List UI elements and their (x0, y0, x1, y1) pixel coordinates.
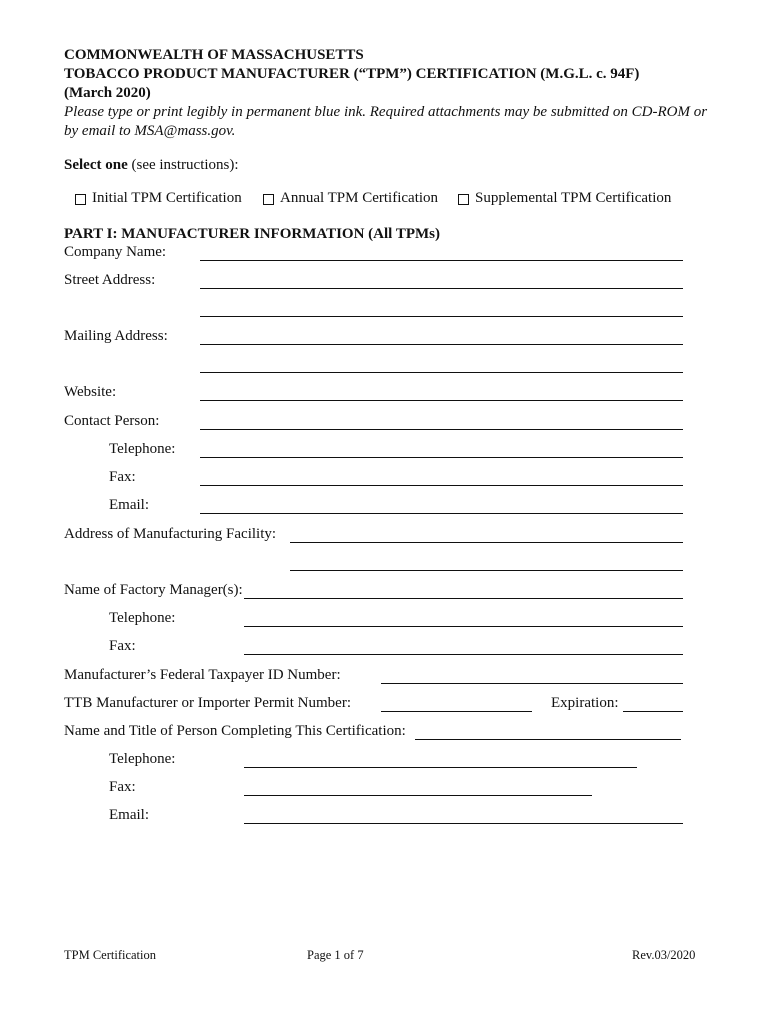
supplemental-certification-label: Supplemental TPM Certification (475, 190, 672, 206)
contact-telephone-field[interactable] (200, 457, 683, 458)
ttb-permit-label: TTB Manufacturer or Importer Permit Number: (64, 695, 351, 711)
expiration-label: Expiration: (551, 695, 619, 711)
completer-email-label: Email: (109, 807, 149, 823)
completer-fax-field[interactable] (244, 795, 592, 796)
website-label: Website: (64, 384, 117, 400)
street-address-label: Street Address: (64, 272, 156, 288)
ttb-permit-field[interactable] (381, 711, 532, 712)
company-name-label: Company Name: (64, 244, 167, 260)
completer-fax-label: Fax: (109, 779, 136, 795)
header-state: COMMONWEALTH OF MASSACHUSETTS (64, 47, 364, 63)
contact-email-label: Email: (109, 497, 149, 513)
contact-telephone-label: Telephone: (109, 441, 176, 457)
contact-fax-field[interactable] (200, 485, 683, 486)
supplemental-certification-checkbox[interactable] (458, 194, 469, 205)
manager-telephone-label: Telephone: (109, 610, 176, 626)
expiration-field[interactable] (623, 711, 683, 712)
completer-telephone-label: Telephone: (109, 751, 176, 767)
select-one-label (64, 157, 239, 174)
contact-person-field[interactable] (200, 429, 683, 430)
person-completing-field[interactable] (415, 739, 681, 740)
factory-manager-label: Name of Factory Manager(s): (64, 582, 243, 598)
select-one-rest: (see instructions): (127, 157, 239, 173)
street-address-field-2[interactable] (200, 316, 683, 317)
mailing-address-label: Mailing Address: (64, 328, 168, 344)
facility-address-field[interactable] (290, 542, 683, 543)
contact-fax-label: Fax: (109, 469, 136, 485)
taxpayer-id-field[interactable] (381, 683, 683, 684)
annual-certification-label: Annual TPM Certification (280, 190, 439, 206)
instructions-line-2: by email to MSA@mass.gov. (64, 123, 236, 139)
mailing-address-field-2[interactable] (200, 372, 683, 373)
manager-telephone-field[interactable] (244, 626, 683, 627)
initial-certification-checkbox[interactable] (75, 194, 86, 205)
manager-fax-field[interactable] (244, 654, 683, 655)
company-name-field[interactable] (200, 260, 683, 261)
street-address-field[interactable] (200, 288, 683, 289)
taxpayer-id-label: Manufacturer’s Federal Taxpayer ID Number: (64, 667, 341, 683)
footer-page-number: Page 1 of 7 (307, 948, 364, 962)
header-form-title: TOBACCO PRODUCT MANUFACTURER (“TPM”) CERTIFICATION (M.G.L. c. 94F) (64, 66, 640, 82)
select-one-bold: Select one (64, 157, 128, 173)
part1-title: PART I: MANUFACTURER INFORMATION (All TPMs) (64, 226, 440, 242)
footer-left: TPM Certification (64, 948, 156, 962)
person-completing-label: Name and Title of Person Completing This Certification: (64, 723, 406, 739)
manager-fax-label: Fax: (109, 638, 136, 654)
annual-certification-checkbox[interactable] (263, 194, 274, 205)
instructions-line-1: Please type or print legibly in permanent blue ink. Required attachments may be submitted on CD-ROM or (64, 104, 708, 120)
facility-address-field-2[interactable] (290, 570, 683, 571)
contact-email-field[interactable] (200, 513, 683, 514)
contact-person-label: Contact Person: (64, 413, 160, 429)
completer-telephone-field[interactable] (244, 767, 637, 768)
mailing-address-field[interactable] (200, 344, 683, 345)
header-date: (March 2020) (64, 85, 151, 101)
footer-revision: Rev.03/2020 (632, 948, 696, 962)
factory-manager-field[interactable] (244, 598, 683, 599)
completer-email-field[interactable] (244, 823, 683, 824)
initial-certification-label: Initial TPM Certification (92, 190, 242, 206)
facility-address-label: Address of Manufacturing Facility: (64, 526, 277, 542)
website-field[interactable] (200, 400, 683, 401)
